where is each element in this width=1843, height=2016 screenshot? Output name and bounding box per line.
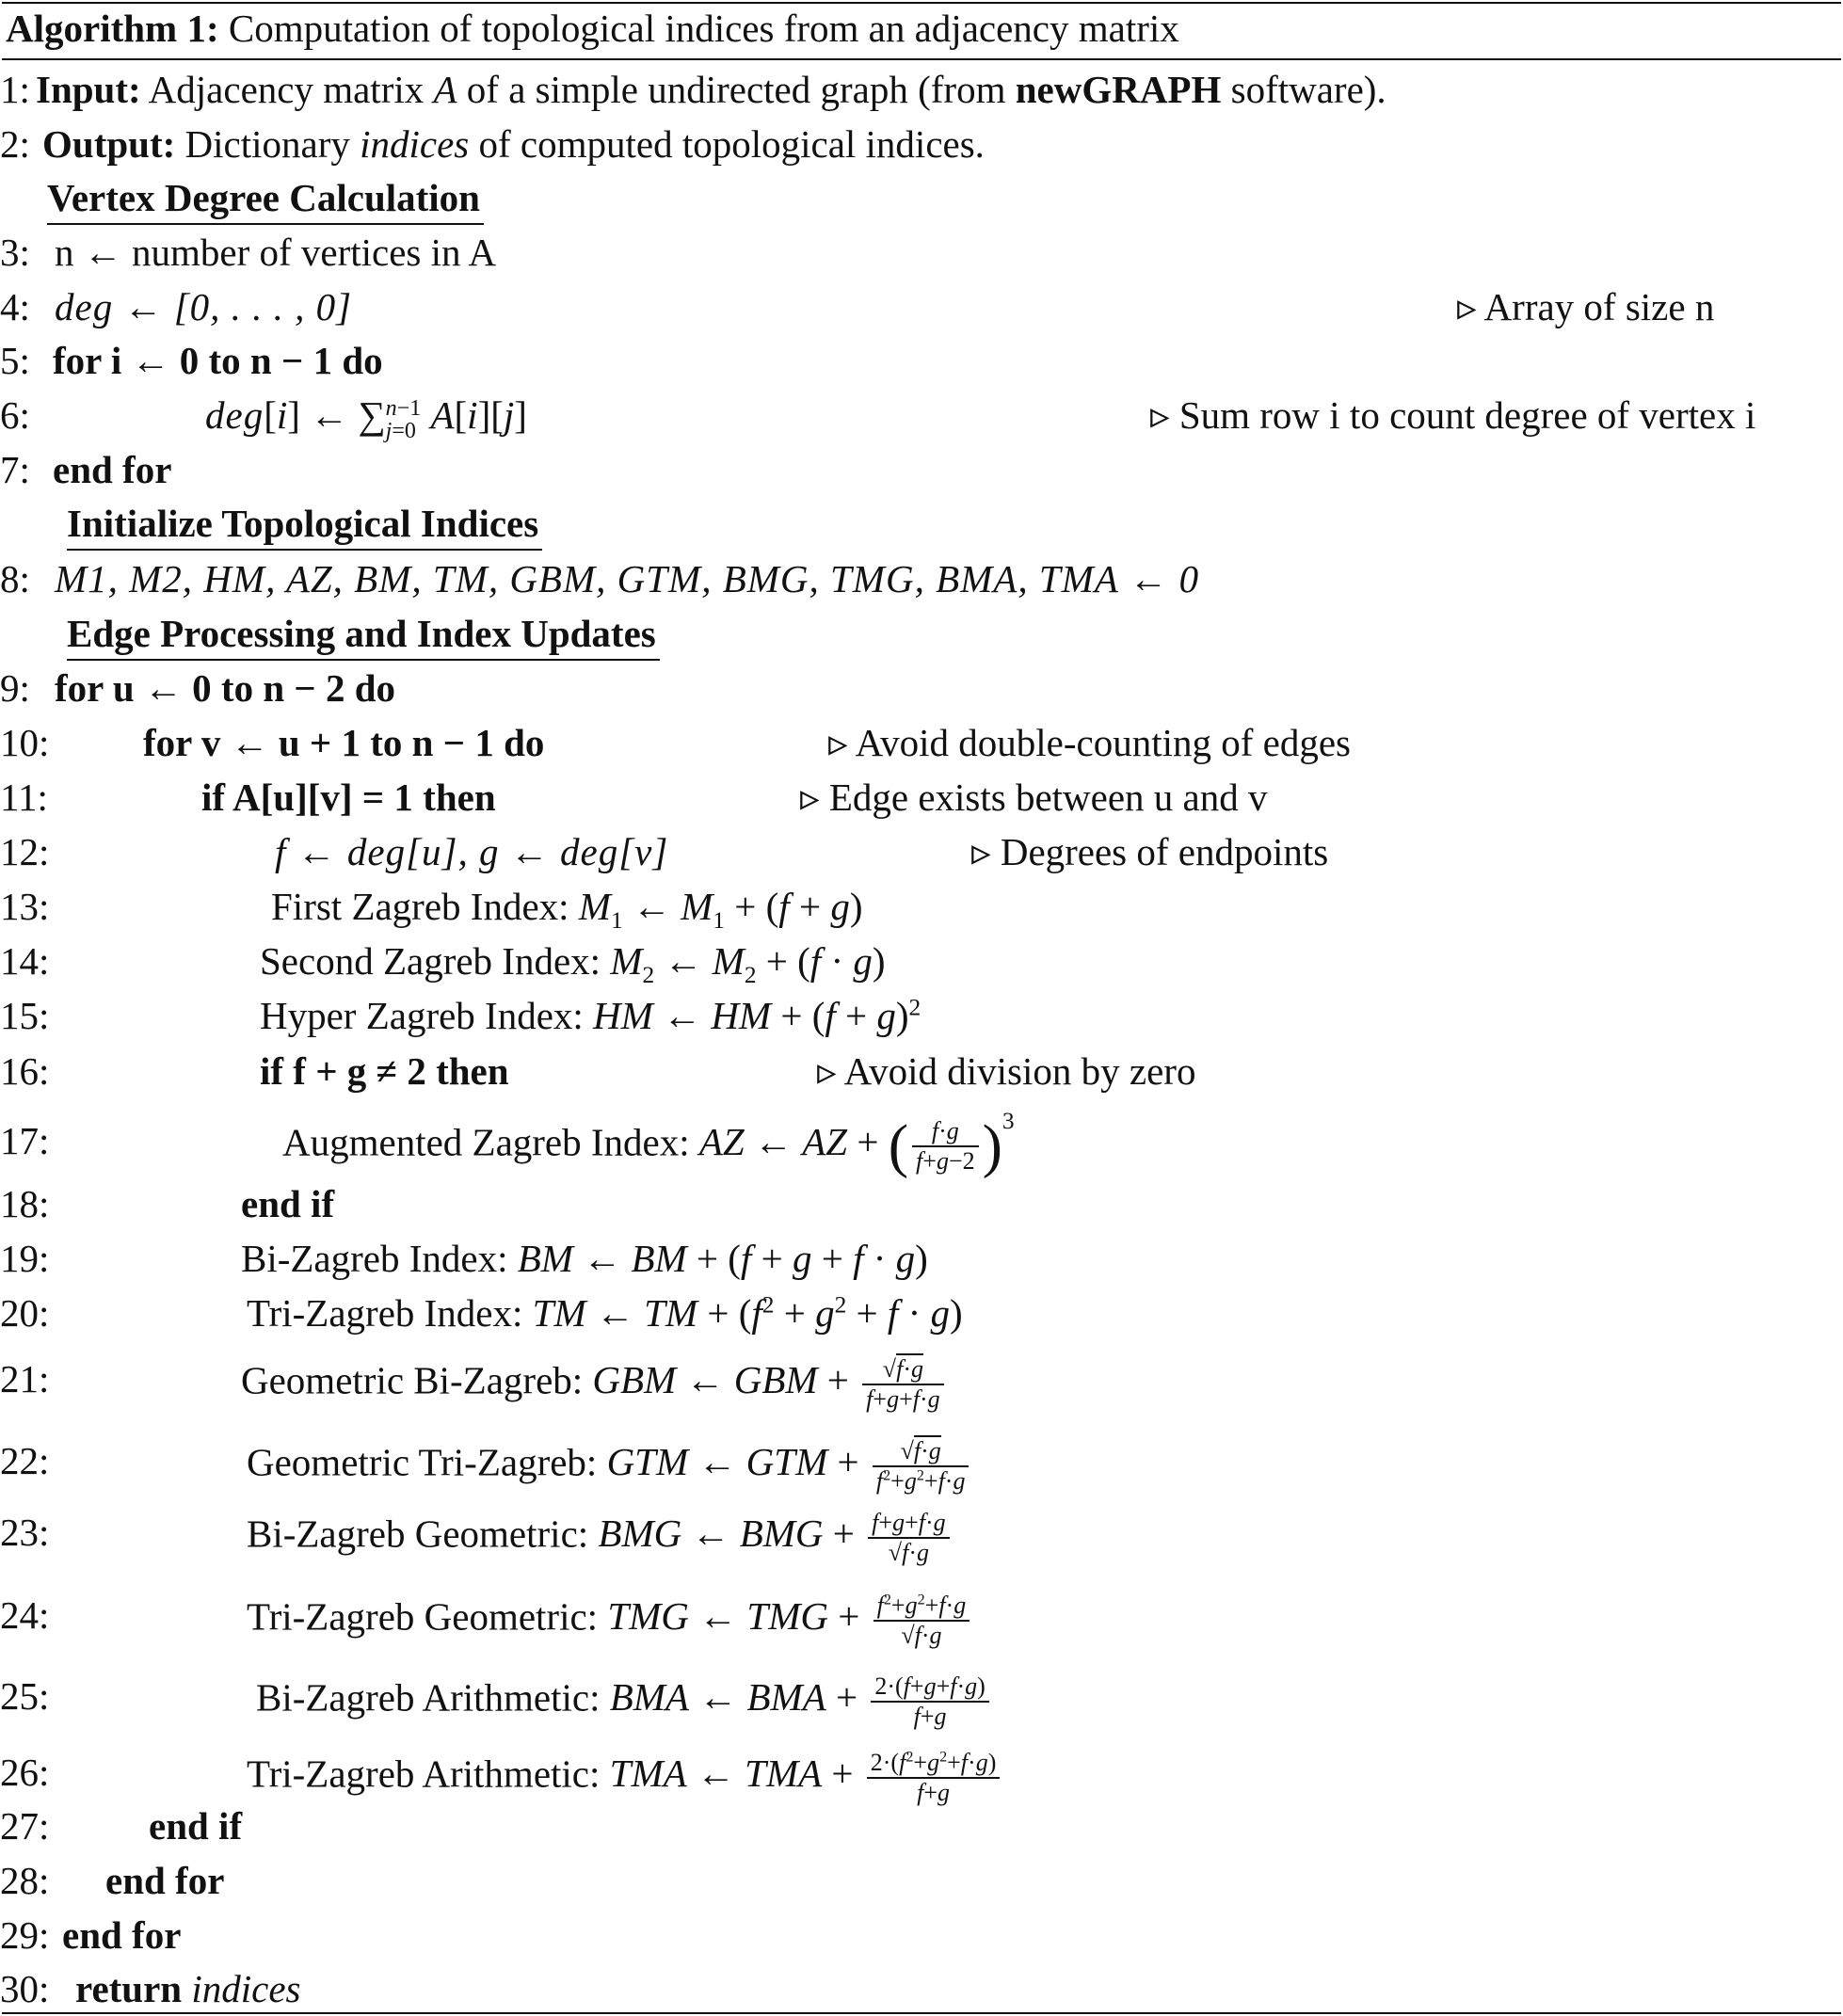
index-label: Tri-Zagreb Index: bbox=[247, 1291, 523, 1335]
line-text: end for bbox=[53, 448, 172, 491]
algorithm-title: Computation of topological indices from an adjacency matrix bbox=[228, 7, 1179, 50]
section-edge-processing bbox=[67, 610, 660, 661]
index-label: Bi-Zagreb Index: bbox=[241, 1237, 508, 1280]
comment: ▹ Sum row i to count degree of vertex i bbox=[1150, 393, 1756, 437]
line-number: 14: bbox=[0, 939, 50, 983]
formula: GTM ← GTM + $\frac{√f\cdot g}{f^2+g^2+f\cdot g}$ bbox=[607, 1440, 973, 1483]
formula: TMG ← TMG + $\frac{f^2+g^2+f\cdot g}{√f\cdot g}$ bbox=[607, 1594, 973, 1638]
line-number: 24: bbox=[0, 1593, 50, 1637]
formula: BMA ← BMA + $\frac{2\cdot(f+g+f\cdot g)}{f+g}$ bbox=[610, 1675, 993, 1719]
line-number: 3: bbox=[0, 231, 30, 274]
formula: BM ← BM + (f + g + f · g) bbox=[517, 1237, 928, 1280]
line-text: of a simple undirected graph (from bbox=[466, 68, 1006, 111]
line-text: if f + g ≠ 2 then bbox=[260, 1049, 509, 1093]
line-number: 18: bbox=[0, 1182, 50, 1225]
line-number: 4: bbox=[0, 285, 30, 328]
index-label: Tri-Zagreb Geometric: bbox=[247, 1594, 599, 1639]
index-label: Augmented Zagreb Index: bbox=[282, 1120, 690, 1164]
line-number: 25: bbox=[0, 1674, 50, 1718]
index-label: Geometric Tri-Zagreb: bbox=[247, 1440, 598, 1484]
variable: indices bbox=[360, 122, 470, 166]
line-text: end for bbox=[105, 1859, 225, 1902]
line-text: M1, M2, HM, AZ, BM, TM, GBM, GTM, BMG, TMG, BMA, TMA ← 0 bbox=[55, 557, 1200, 600]
line-text: n ← number of vertices in A bbox=[55, 231, 497, 274]
header-rule bbox=[2, 58, 1841, 60]
variable: A bbox=[433, 68, 457, 111]
formula: TM ← TM + $(f^2 + g^2 + f \cdot g)$ bbox=[532, 1291, 963, 1335]
line-number: 13: bbox=[0, 885, 50, 928]
comment: ▹ Edge exists between u and v bbox=[800, 776, 1268, 819]
comment: ▹ Avoid double-counting of edges bbox=[828, 721, 1352, 764]
line-number: 1: bbox=[0, 68, 30, 111]
formula: HM ← HM + $(f + g)^2$ bbox=[593, 994, 922, 1037]
section-title: Initialize Topological Indices bbox=[67, 500, 542, 551]
line-text: end for bbox=[62, 1913, 182, 1957]
line-number: 20: bbox=[0, 1291, 50, 1335]
line-text: software). bbox=[1230, 68, 1386, 111]
line-number: 2: bbox=[0, 122, 30, 166]
line-text: end if bbox=[149, 1804, 243, 1848]
index-label: Bi-Zagreb Geometric: bbox=[247, 1512, 589, 1556]
line-number: 26: bbox=[0, 1751, 50, 1794]
formula: TMA ← TMA + $\frac{2\cdot(f^2+g^2+f\cdot g)}{f+g}$ bbox=[610, 1752, 1004, 1795]
line-number: 22: bbox=[0, 1439, 50, 1482]
line-number: 12: bbox=[0, 830, 50, 873]
formula: deg[i] ← ∑ n−1 j=0 A[i][j] bbox=[205, 393, 527, 443]
line-text: Adjacency matrix bbox=[148, 68, 425, 111]
line-number: 5: bbox=[0, 339, 30, 382]
line-number: 23: bbox=[0, 1511, 50, 1554]
line-number: 8: bbox=[0, 557, 30, 600]
keyword-return: return bbox=[75, 1967, 183, 2010]
line-number: 30: bbox=[0, 1967, 50, 2010]
line-text: f ← deg[u], g ← deg[v] bbox=[275, 830, 669, 873]
line-text: deg ← [0, . . . , 0] bbox=[55, 285, 353, 328]
software-name: newGRAPH bbox=[1015, 68, 1222, 111]
keyword-output: Output: bbox=[42, 122, 176, 166]
section-initialize bbox=[67, 500, 542, 551]
line-number: 21: bbox=[0, 1357, 50, 1400]
index-label: Geometric Bi-Zagreb: bbox=[241, 1358, 584, 1402]
section-vertex-degree bbox=[47, 174, 484, 225]
line-text: end if bbox=[241, 1182, 335, 1225]
line-number: 16: bbox=[0, 1049, 50, 1093]
line-text: if A[u][v] = 1 then bbox=[201, 776, 496, 819]
variable: indices bbox=[191, 1967, 301, 2010]
bottom-rule bbox=[2, 2012, 1841, 2014]
index-label: Bi-Zagreb Arithmetic: bbox=[256, 1675, 601, 1720]
line-number: 6: bbox=[0, 393, 30, 437]
line-text: for i ← 0 to n − 1 do bbox=[53, 339, 383, 382]
line-number: 15: bbox=[0, 994, 50, 1037]
top-rule bbox=[2, 2, 1841, 4]
formula: BMG ← BMG + $\frac{f+g+f\cdot g}{√f\cdot g}$ bbox=[598, 1512, 953, 1555]
keyword-input: Input: bbox=[36, 68, 141, 111]
index-label: First Zagreb Index: bbox=[271, 885, 569, 928]
line-number: 28: bbox=[0, 1859, 50, 1902]
index-label: Second Zagreb Index: bbox=[260, 939, 601, 983]
line-text: for v ← u + 1 to n − 1 do bbox=[143, 721, 545, 764]
index-label: Tri-Zagreb Arithmetic: bbox=[247, 1752, 601, 1796]
comment: ▹ Avoid division by zero bbox=[817, 1049, 1196, 1093]
line-text: Dictionary bbox=[184, 122, 350, 166]
index-label: Hyper Zagreb Index: bbox=[260, 994, 584, 1037]
formula: GBM ← GBM + $\frac{√f\cdot g}{f+g+f\cdot g}$ bbox=[592, 1358, 947, 1401]
line-number: 10: bbox=[0, 721, 50, 764]
line-number: 29: bbox=[0, 1913, 50, 1957]
line-number: 17: bbox=[0, 1119, 50, 1162]
formula: $M_1$ ← $M_1 + (f + g)$ bbox=[578, 885, 863, 935]
comment: ▹ Array of size n bbox=[1457, 285, 1715, 328]
line-text: for u ← 0 to n − 2 do bbox=[55, 666, 396, 710]
line-number: 19: bbox=[0, 1237, 50, 1280]
section-title: Edge Processing and Index Updates bbox=[67, 610, 660, 661]
formula: $M_2$ ← $M_2 + (f \cdot g)$ bbox=[610, 939, 886, 989]
formula: AZ ← AZ + ( $\frac{f\cdot g}{f+g-2}$ )$^3$ bbox=[698, 1108, 1015, 1179]
line-number: 9: bbox=[0, 666, 30, 710]
section-title: Vertex Degree Calculation bbox=[47, 174, 484, 225]
line-number: 7: bbox=[0, 448, 30, 491]
line-number: 11: bbox=[0, 776, 48, 819]
algorithm-label: Algorithm 1: bbox=[6, 7, 219, 50]
line-text: of computed topological indices. bbox=[478, 122, 985, 166]
line-number: 27: bbox=[0, 1804, 50, 1848]
comment: ▹ Degrees of endpoints bbox=[971, 830, 1329, 873]
